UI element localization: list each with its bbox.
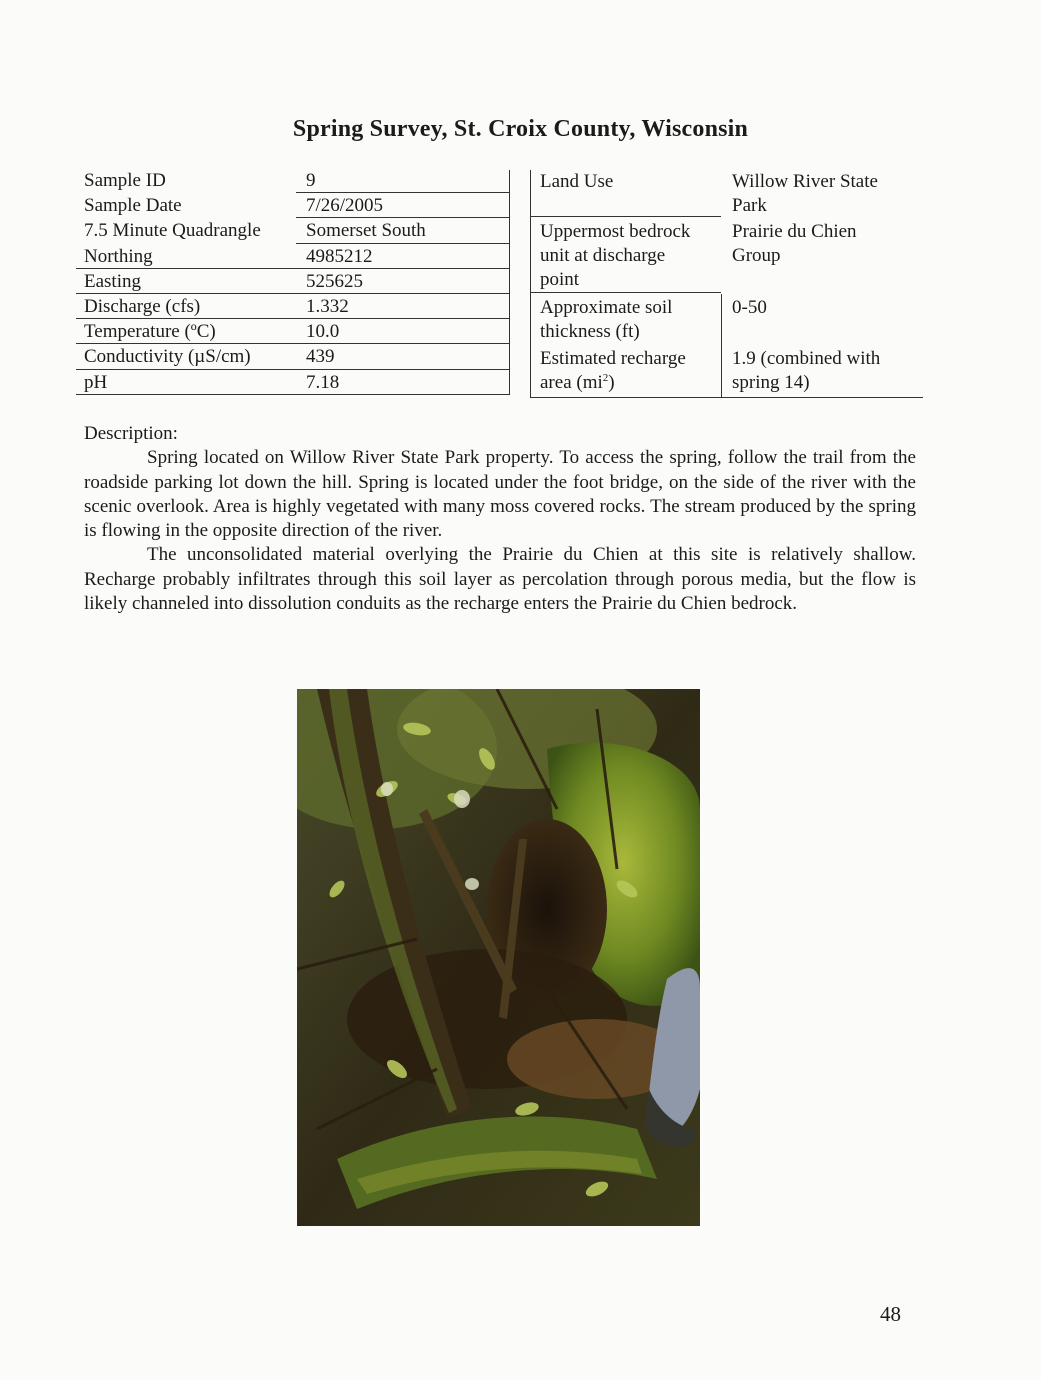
table-row	[76, 269, 510, 294]
column-divider	[721, 294, 722, 398]
table-border	[530, 170, 531, 398]
row-label: Discharge (cfs)	[84, 295, 201, 317]
row-label: Northing	[84, 245, 153, 267]
site-photo-image	[297, 689, 700, 1226]
description-section	[84, 422, 916, 616]
row-value: Somerset South	[306, 220, 426, 242]
table-row	[76, 168, 510, 193]
land-use-value-cont: Park	[732, 195, 767, 216]
site-photo	[297, 689, 700, 1226]
table-row	[76, 244, 510, 269]
table-row	[76, 319, 510, 344]
row-label: Sample ID	[84, 170, 166, 191]
recharge-area-value-cont: spring 14)	[732, 372, 810, 393]
row-label: pH	[84, 371, 108, 393]
row-value: 525625	[306, 270, 363, 292]
land-use-value: Willow River State	[732, 171, 878, 192]
bedrock-value: Prairie du Chien	[732, 221, 857, 242]
recharge-area-label: Estimated recharge	[540, 348, 686, 369]
row-value: 7.18	[306, 371, 340, 393]
row-value: 10.0	[306, 321, 340, 343]
sample-data-table	[76, 168, 510, 395]
table-row	[76, 294, 510, 319]
table-row	[76, 344, 510, 369]
row-label: Temperature (ºC)	[84, 321, 216, 343]
table-row	[76, 370, 510, 395]
bedrock-label: Uppermost bedrock	[540, 221, 691, 242]
bedrock-value-cont: Group	[732, 245, 781, 266]
bedrock-label-cont: point	[540, 269, 580, 290]
table-row	[76, 218, 510, 243]
table-row	[76, 193, 510, 218]
row-divider	[530, 292, 721, 293]
soil-thickness-label-cont: thickness (ft)	[540, 321, 640, 342]
recharge-area-label-cont: area $(mi^2)$	[540, 372, 615, 393]
row-value: 7/26/2005	[306, 195, 384, 217]
row-label: Conductivity (µS/cm)	[84, 346, 251, 368]
row-value: 4985212	[306, 245, 373, 267]
site-characteristics-table	[530, 168, 923, 398]
bedrock-label-cont: unit at discharge	[540, 245, 666, 266]
row-value: 439	[306, 346, 335, 368]
row-divider	[530, 216, 721, 217]
row-label: Sample Date	[84, 195, 182, 217]
soil-thickness-label: Approximate soil	[540, 297, 673, 318]
land-use-label: Land Use	[540, 171, 614, 192]
recharge-area-value: 1.9 (combined with	[732, 348, 881, 369]
description-label: Description:	[84, 423, 178, 444]
page-title: Spring Survey, St. Croix County, Wisconsin	[292, 116, 749, 142]
description-paragraph: The unconsolidated material overlying the Prairie du Chien at this site is relatively shallow. Recharge probably infiltrates through this soil layer as percolation through porous media, but the flow is likely channeled into dissolution conduits as the recharge enters the Prairie du Chien bedrock.	[84, 544, 916, 615]
row-label: 7.5 Minute Quadrangle	[84, 220, 261, 242]
table-border	[530, 397, 923, 398]
page-number: 48	[880, 1302, 901, 1326]
row-label: Easting	[84, 270, 141, 292]
row-value: 9	[306, 170, 316, 191]
description-paragraph: Spring located on Willow River State Park property. To access the spring, follow the trail from the roadside parking lot down the hill. Spring is located under the foot bridge, on the side of the river with the scenic overlook. Area is highly vegetated with many moss covered rocks. The stream produced by the spring is flowing in the opposite direction of the river.	[84, 447, 916, 542]
soil-thickness-value: 0-50	[732, 297, 767, 318]
row-value: 1.332	[306, 295, 349, 317]
